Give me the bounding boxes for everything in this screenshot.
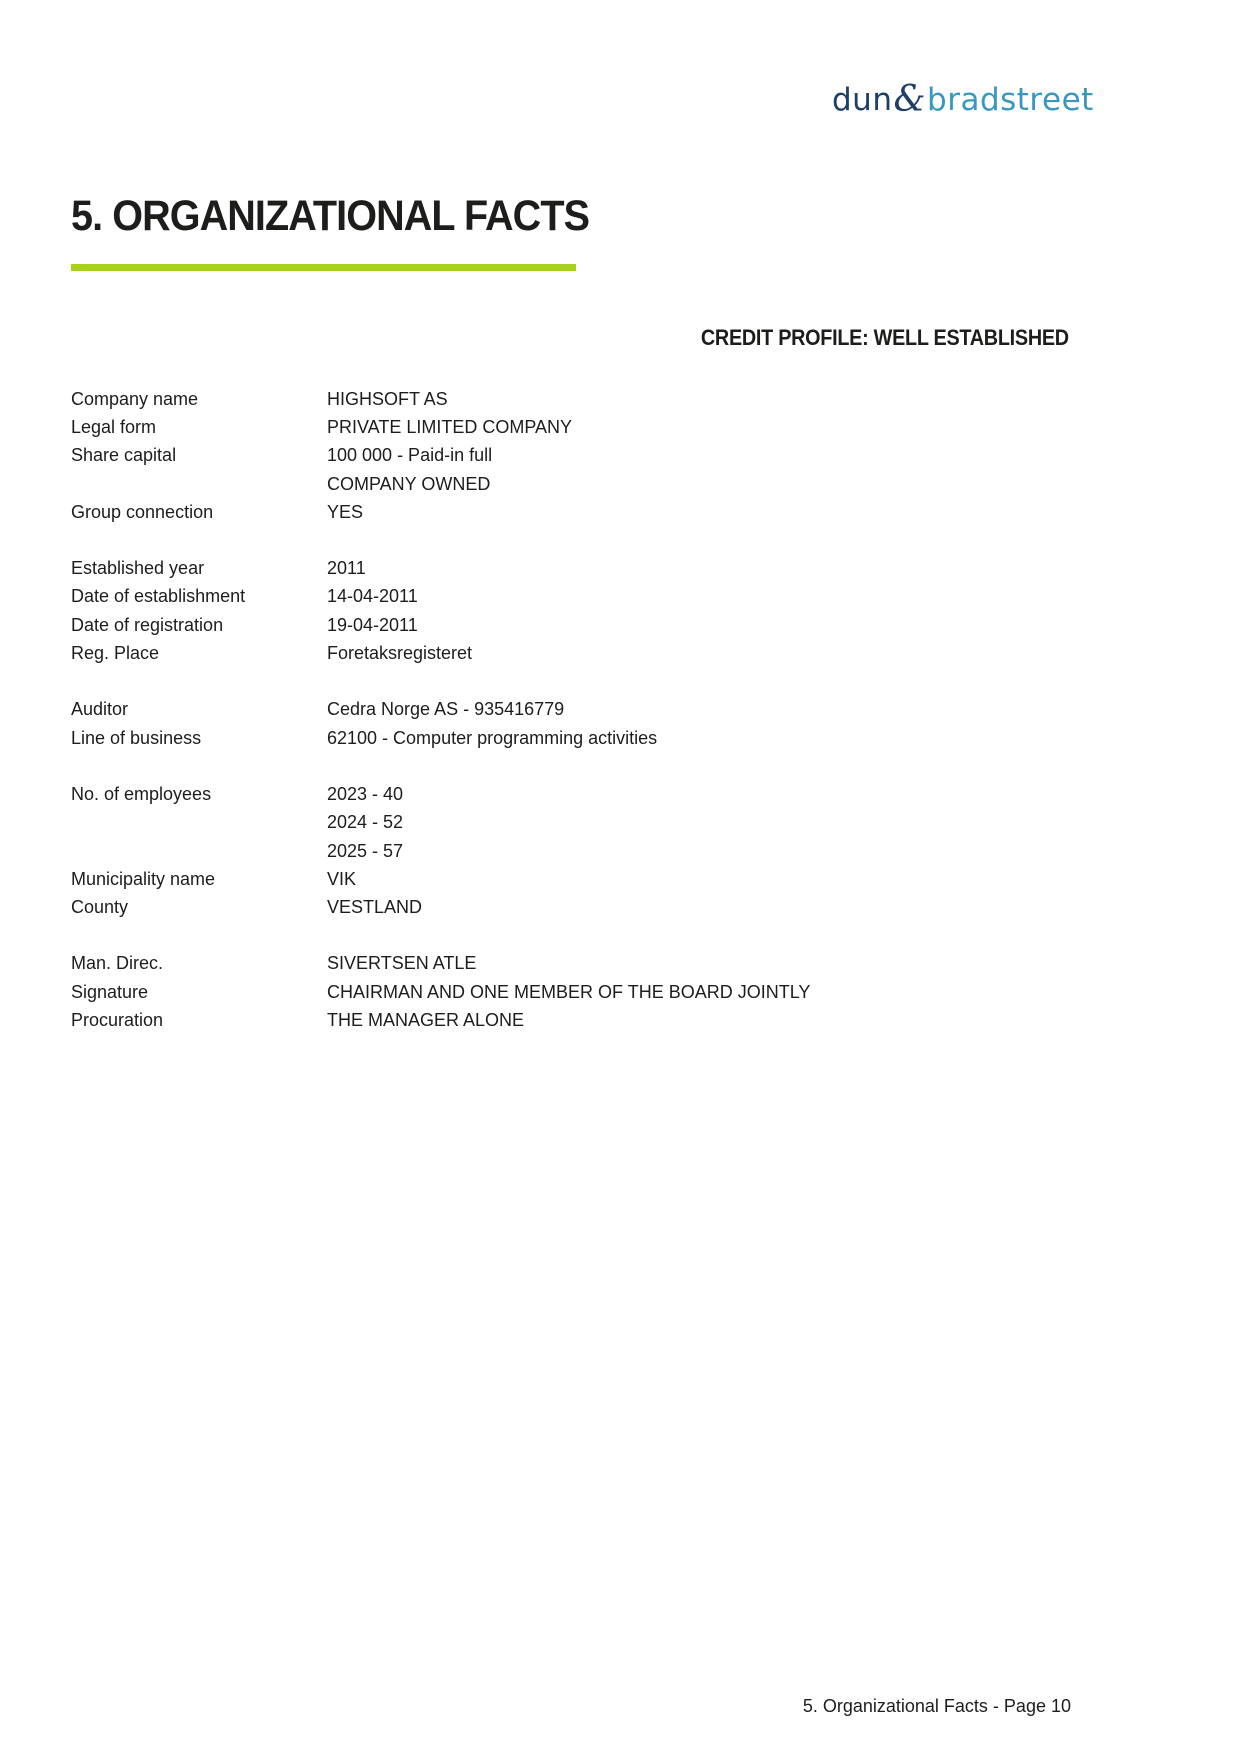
logo-ampersand: & [893,79,927,120]
fact-row-established-year [71,554,971,582]
fact-value: VESTLAND [327,897,423,918]
fact-label: Line of business [71,727,202,748]
fact-value: 2025 - 57 [327,840,404,861]
fact-row-date-of-registration [71,611,971,639]
fact-label: Man. Direc. [71,953,164,974]
fact-label: Auditor [71,699,129,720]
fact-row-municipality-name [71,865,971,893]
fact-label: Reg. Place [71,643,160,664]
fact-label: Municipality name [71,868,216,889]
fact-value: VIK [327,868,357,889]
dun-bradstreet-logo [832,78,1094,122]
fact-row-ownership [71,470,971,498]
fact-label: County [71,897,129,918]
fact-label: Group connection [71,501,214,522]
fact-value: CHAIRMAN AND ONE MEMBER OF THE BOARD JOINTLY [327,981,811,1002]
fact-row-employees-2025 [71,837,971,865]
fact-row-employees-2024 [71,809,971,837]
fact-label: Legal form [71,416,157,437]
fact-row-line-of-business [71,724,971,752]
fact-label: No. of employees [71,783,212,804]
fact-row-group-connection [71,498,971,526]
fact-label: Date of establishment [71,586,246,607]
fact-label: Signature [71,981,149,1002]
fact-value: YES [327,501,364,522]
fact-row-county [71,893,971,921]
organizational-facts-list [71,385,971,1035]
logo-text-dun: dun [832,82,893,118]
fact-value: THE MANAGER ALONE [327,1009,525,1030]
fact-value: SIVERTSEN ATLE [327,953,477,974]
page-title: 5. ORGANIZATIONAL FACTS [71,192,590,240]
fact-value: 19-04-2011 [327,614,418,635]
fact-label: Share capital [71,445,177,466]
fact-row-procuration [71,1006,971,1034]
fact-value: 14-04-2011 [327,586,418,607]
fact-value: 62100 - Computer programming activities [327,727,658,748]
fact-label: Procuration [71,1009,164,1030]
title-underline [71,264,576,271]
fact-row-company-name [71,385,971,413]
fact-value: PRIVATE LIMITED COMPANY [327,416,573,437]
fact-value: HIGHSOFT AS [327,388,448,409]
logo-text-bradstreet: bradstreet [927,82,1094,118]
fact-row-date-of-establishment [71,583,971,611]
fact-value: COMPANY OWNED [327,473,491,494]
fact-value: Cedra Norge AS - 935416779 [327,699,565,720]
fact-label: Company name [71,388,199,409]
fact-row-signature [71,978,971,1006]
fact-row-man-direc [71,950,971,978]
page-footer: 5. Organizational Facts - Page 10 [802,1696,1071,1716]
fact-row-employees-2023 [71,780,971,808]
fact-label: Date of registration [71,614,224,635]
fact-label: Established year [71,558,205,579]
fact-value: 2023 - 40 [327,783,404,804]
fact-value: 2024 - 52 [327,812,404,833]
fact-value: 100 000 - Paid-in full [327,445,493,466]
fact-row-legal-form [71,413,971,441]
fact-row-auditor [71,696,971,724]
fact-row-reg-place [71,639,971,667]
fact-row-share-capital [71,442,971,470]
fact-value: Foretaksregisteret [327,643,473,664]
credit-profile-heading: CREDIT PROFILE: WELL ESTABLISHED [701,325,1069,350]
fact-value: 2011 [327,558,366,579]
